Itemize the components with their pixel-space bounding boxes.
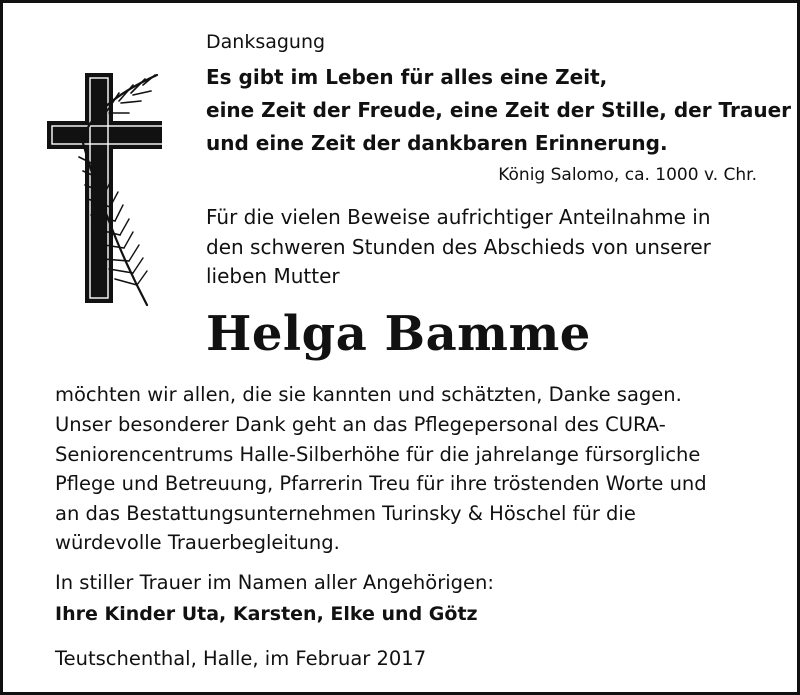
- closing-line: In stiller Trauer im Namen aller Angehörigen:: [55, 571, 494, 594]
- deceased-name: Helga Bamme: [206, 306, 591, 362]
- quote-source: König Salomo, ca. 1000 v. Chr.: [498, 165, 757, 185]
- quote-line: Es gibt im Leben für alles eine Zeit,: [206, 65, 608, 89]
- place-and-date: Teutschenthal, Halle, im Februar 2017: [55, 647, 427, 670]
- body-line: Seniorencentrums Halle-Silberhöhe für die jahrelange fürsorgliche: [55, 443, 701, 466]
- quote-line: eine Zeit der Freude, eine Zeit der Stille, der Trauer: [206, 98, 791, 122]
- notice-heading: Danksagung: [206, 31, 326, 53]
- body-line: möchten wir allen, die sie kannten und schätzten, Danke sagen.: [55, 383, 682, 406]
- mourners-names: Ihre Kinder Uta, Karsten, Elke und Götz: [55, 603, 478, 625]
- cross-with-palm-branch-icon: [47, 73, 162, 308]
- intro-line: Für die vielen Beweise aufrichtiger Anteilnahme in: [206, 205, 711, 229]
- quote-line: und eine Zeit der dankbaren Erinnerung.: [206, 131, 668, 155]
- body-line: Unser besonderer Dank geht an das Pflegepersonal des CURA-: [55, 413, 666, 436]
- body-line: würdevolle Trauerbegleitung.: [55, 531, 340, 554]
- body-line: Pflege und Betreuung, Pfarrerin Treu für ihre tröstenden Worte und: [55, 472, 707, 495]
- intro-line: lieben Mutter: [206, 264, 340, 288]
- intro-line: den schweren Stunden des Abschieds von unserer: [206, 235, 711, 259]
- body-line: an das Bestattungsunternehmen Turinsky & Höschel für die: [55, 502, 636, 525]
